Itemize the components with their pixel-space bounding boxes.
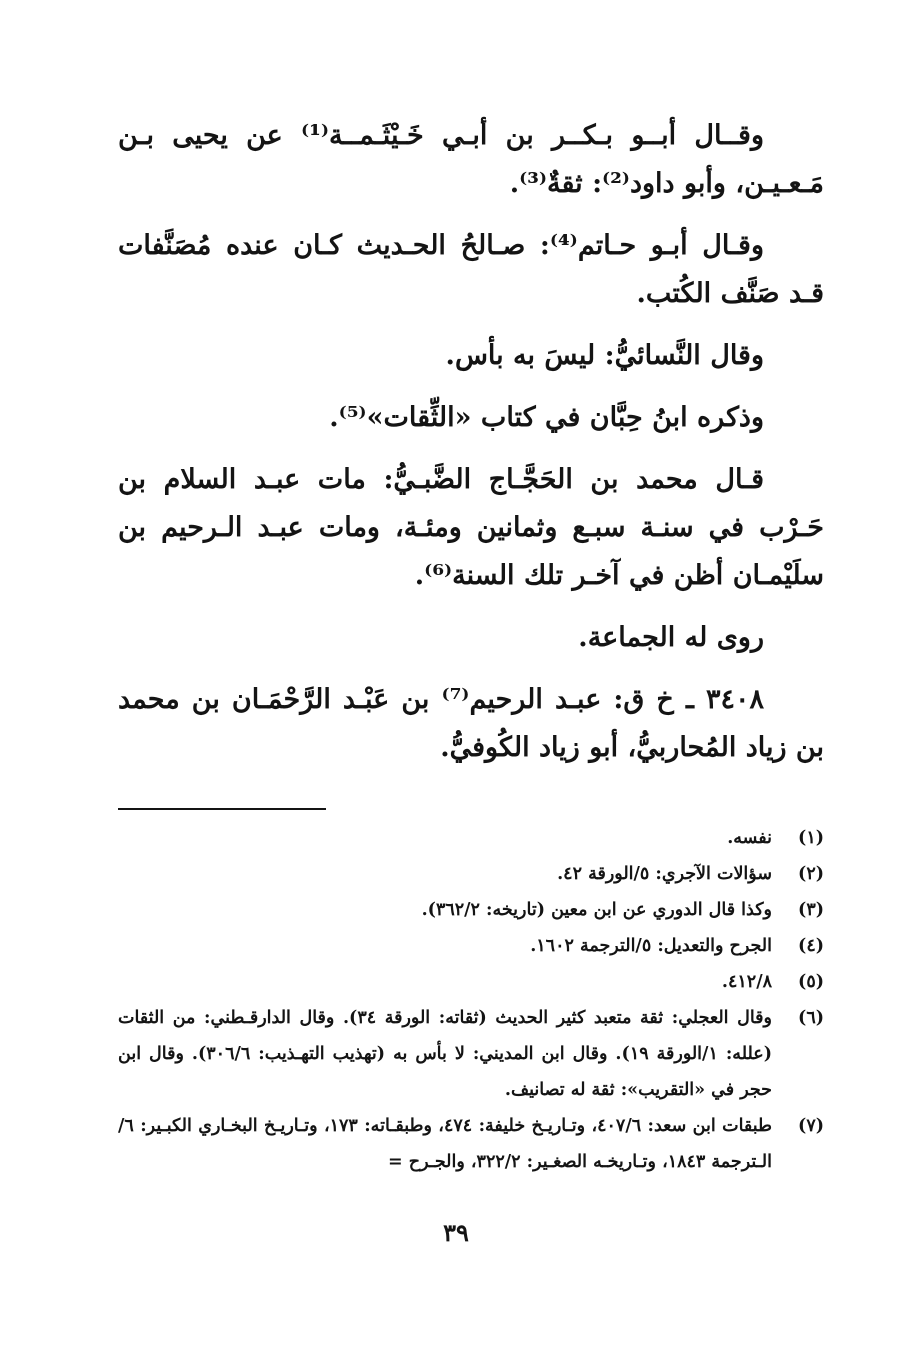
footnote-6 xyxy=(118,1000,824,1108)
footnote-number: (١) xyxy=(798,828,824,848)
footnote-1 xyxy=(118,820,824,856)
footnote-divider xyxy=(118,808,326,810)
paragraph-jamaa: روى له الجماعة. xyxy=(578,622,764,653)
paragraph-abu-hatim: وقـال أبـو حـاتم⁽⁴⁾: صـالحُ الحـديث كـان عنده مُصَنَّفات قـد صَنَّف الكُتب. xyxy=(118,230,824,309)
footnote-2 xyxy=(118,856,824,892)
footnote-number: (٤) xyxy=(798,936,824,956)
entry-3408: ٣٤٠٨ ـ خ ق: عبـد الرحيم⁽⁷⁾ بن عَبْـد الرَّحْمَـان بن محمد بن زياد المُحاربيُّ، أبو زياد الكُوفيُّ. xyxy=(118,684,824,763)
footnote-text: سؤالات الآجري: ٥/الورقة ٤٢. xyxy=(557,864,772,884)
page-number: ٣٩ xyxy=(443,1218,469,1247)
footnote-number: (٧) xyxy=(798,1116,824,1136)
footnote-text: الجرح والتعديل: ٥/الترجمة ١٦٠٢. xyxy=(530,936,772,956)
footnote-3 xyxy=(118,892,824,928)
footnote-number: (٦) xyxy=(798,1008,824,1028)
paragraph-ibn-hibban: وذكره ابنُ حِبَّان في كتاب «الثِّقات»⁽⁵⁾. xyxy=(329,402,764,433)
paragraph-nasai: وقال النَّسائيُّ: ليسَ به بأس. xyxy=(445,340,764,371)
footnote-number: (٥) xyxy=(798,972,824,992)
paragraph-dabbi: قـال محمد بن الحَجَّـاج الضَّبـيُّ: مات عبـد السلام بن حَـرْب في سنـة سبـع وثمانين ومئـة، ومات عبـد الـرحيم بن سلَيْمـان أظن في آخـر تلك السنة⁽⁶⁾. xyxy=(118,464,824,591)
footnote-number: (٣) xyxy=(798,900,824,920)
footnote-text: ٤١٢/٨. xyxy=(721,972,772,992)
footnotes xyxy=(118,820,824,1180)
footnote-number: (٢) xyxy=(798,864,824,884)
footnote-5 xyxy=(118,964,824,1000)
paragraph-abu-bakr: وقــال أبــو بـكــر بن أبـي خَـيْثَـمــة⁽¹⁾ عن يحيى بـن مَـعـيـن، وأبو داود⁽²⁾: ثقةٌ⁽³⁾. xyxy=(118,120,824,199)
footnote-text: نفسه. xyxy=(727,828,772,848)
footnote-text: طبقات ابن سعد: ٤٠٧/٦، وتـاريـخ خليفة: ٤٧٤، وطبقـاته: ١٧٣، وتـاريـخ البخـاري الكبـير: ٦/الـترجمة ١٨٤٣، وتـاريخـه الصغـير: ٣٢٢/٢، والجـرح = xyxy=(118,1116,772,1172)
footnote-4 xyxy=(118,928,824,964)
footnote-text: وكذا قال الدوري عن ابن معين (تاريخه: ٣٦٢/٢). xyxy=(421,900,772,920)
footnote-7 xyxy=(118,1108,824,1180)
main-text xyxy=(118,112,824,772)
footnote-text: وقال العجلي: ثقة متعبد كثير الحديث (ثقاته: الورقة ٣٤). وقال الدارقـطني: من الثقات (علله: ١/الورقة ١٩). وقال ابن المديني: لا بأس به (تهذيب التهـذيب: ٣٠٦/٦). وقال ابن حجر في «التقريب»: ثقة له تصانيف. xyxy=(118,1008,773,1100)
